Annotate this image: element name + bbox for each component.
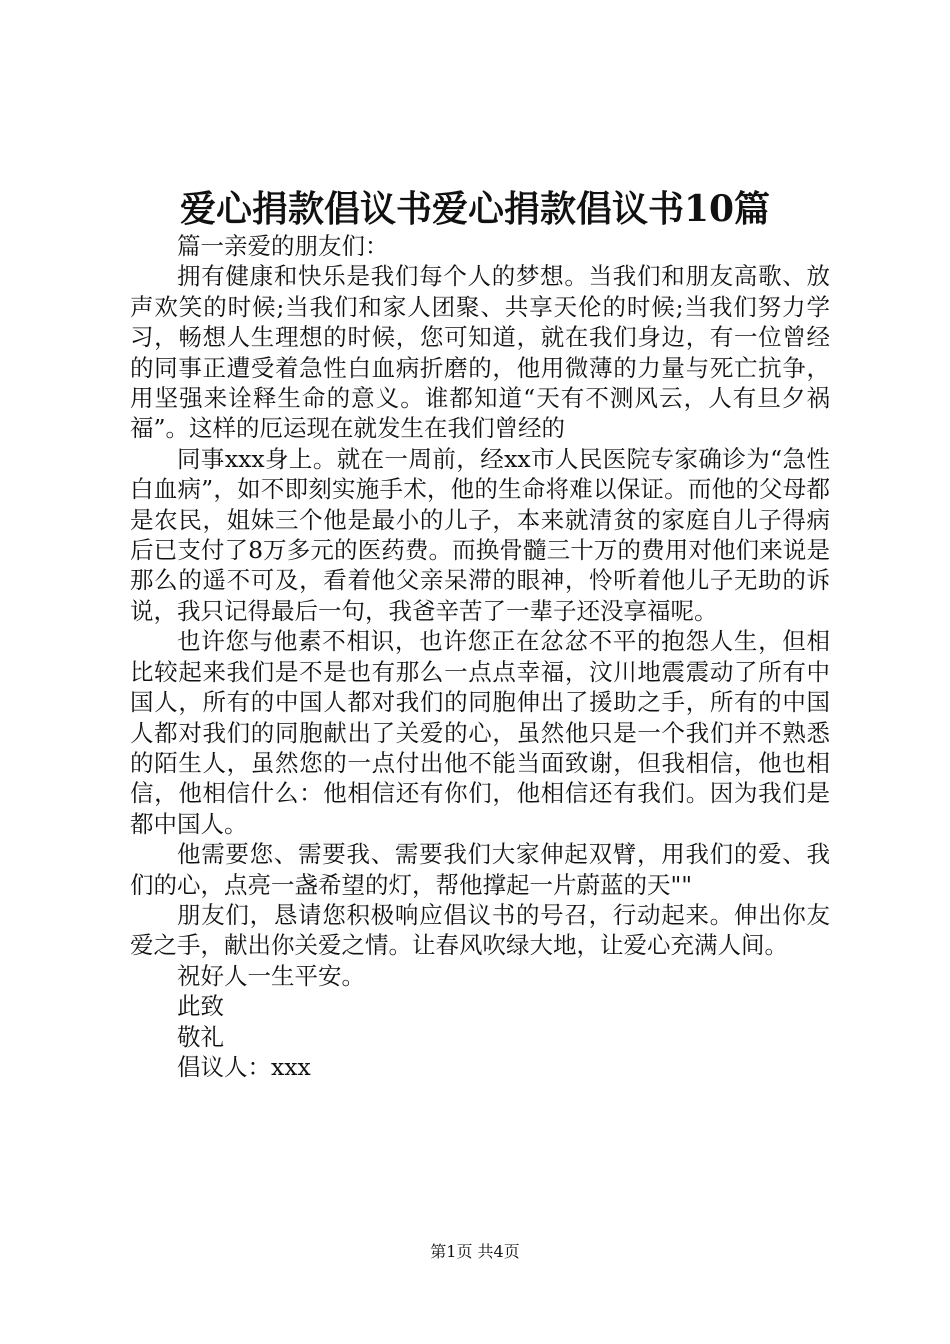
paragraph-3: 也许您与他素不相识，也许您正在忿忿不平的抱怨人生，但相比较起来我们是不是也有那么一点点幸福，汶川地震震动了所有中国人，所有的中国人都对我们的同胞伸出了援助之手，所有的中国人都对我们的同胞献出了关爱的心，虽然他只是一个我们并不熟悉的陌生人，虽然您的一点付出他不能当面致谢，但我相信，他也相信，他相信什么：他相信还有你们，他相信还有我们。因为我们是都中国人。 <box>130 627 830 838</box>
paragraph-2: 同事xxx身上。就在一周前，经xx市人民医院专家确诊为“急性白血病”，如不即刻实施手术，他的生命将难以保证。而他的父母都是农民，姐妹三个他是最小的儿子，本来就清贫的家庭自儿子得病后已支付了8万多元的医药费。而换骨髓三十万的费用对他们来说是那么的遥不可及，看着他父亲呆滞的眼神，怜听着他儿子无助的诉说，我只记得最后一句，我爸辛苦了一辈子还没享福呢。 <box>130 444 830 625</box>
page-title: 爱心捐款倡议书爱心捐款倡议书10篇 <box>179 188 771 230</box>
page-footer: 第1页 共4页 <box>430 1242 520 1261</box>
document-body <box>130 231 830 1082</box>
paragraph-4: 他需要您、需要我、需要我们大家伸起双臂，用我们的爱、我们的心，点亮一盏希望的灯，帮他撑起一片蔚蓝的天"" <box>130 840 830 899</box>
closing-regards: 敬礼 <box>177 1022 224 1051</box>
closing-salutation: 此致 <box>177 992 224 1021</box>
closing-blessing: 祝好人一生平安。 <box>177 961 365 990</box>
signature-line: 倡议人：xxx <box>177 1052 311 1081</box>
paragraph-greeting: 篇一亲爱的朋友们： <box>177 232 389 260</box>
paragraph-5: 朋友们，恳请您积极响应倡议书的号召，行动起来。伸出你友爱之手，献出你关爱之情。让春风吹绿大地，让爱心充满人间。 <box>130 900 830 960</box>
paragraph-1: 拥有健康和快乐是我们每个人的梦想。当我们和朋友高歌、放声欢笑的时候;当我们和家人团聚、共享天伦的时候;当我们努力学习，畅想人生理想的时候，您可知道，就在我们身边，有一位曾经的同事正遭受着急性白血病折磨的，他用微薄的力量与死亡抗争，用坚强来诠释生命的意义。谁都知道“天有不测风云，人有旦夕祸福”。这样的厄运现在就发生在我们曾经的 <box>130 262 830 443</box>
